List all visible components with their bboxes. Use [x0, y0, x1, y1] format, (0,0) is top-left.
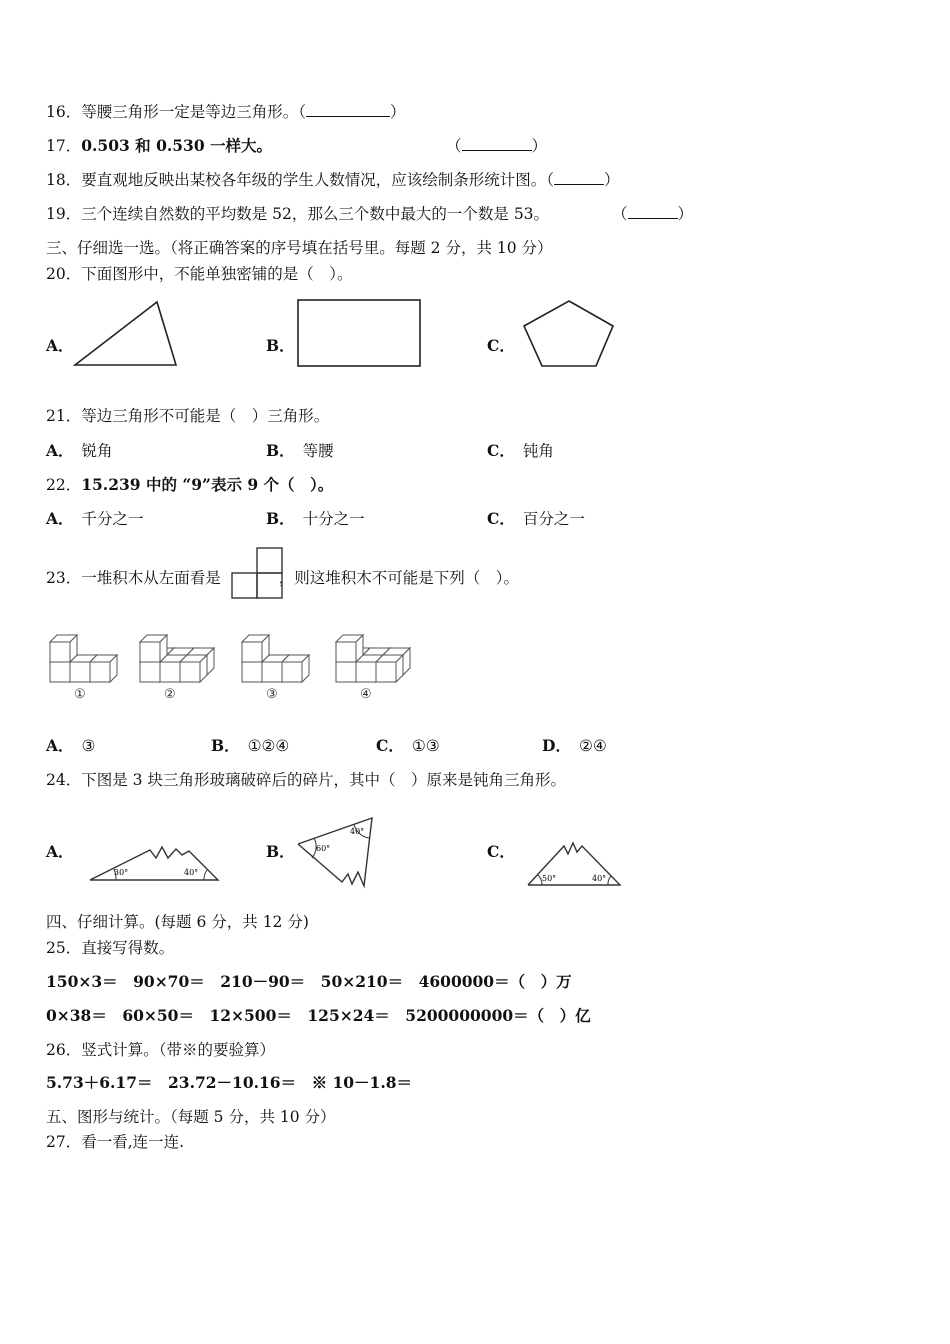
question-19-answer: （ ）	[612, 205, 694, 223]
cube	[180, 655, 207, 682]
section-4-heading: 四、仔细计算。(每题 6 分，共 12 分)	[46, 913, 309, 931]
question-22: 22．15.239 中的 “9”表示 9 个（ ）。	[46, 475, 334, 494]
cube	[242, 635, 269, 662]
answer-blank[interactable]	[306, 102, 390, 117]
rectangle-figure	[296, 298, 424, 370]
block-caption: ②	[164, 687, 176, 702]
question-19: 19．三个连续自然数的平均数是 52，那么三个数中最大的一个数是 53。	[46, 205, 550, 223]
q24-option-b[interactable]: B．	[266, 842, 295, 861]
angle-label: 40°	[350, 827, 365, 836]
answer-blank[interactable]	[628, 204, 678, 219]
angle-label: 40°	[592, 874, 607, 883]
q21-option-c[interactable]: C． 钝角	[487, 441, 554, 460]
block-caption: ①	[74, 687, 86, 702]
q24-option-c[interactable]: C．	[487, 842, 515, 861]
cube	[376, 655, 403, 682]
left-view-figure	[230, 546, 286, 600]
q22-option-c[interactable]: C． 百分之一	[487, 509, 585, 528]
fragment-c-figure	[524, 838, 624, 890]
block-options-figure	[40, 622, 420, 704]
q25-row-1: 150×3＝ 90×70＝ 210－90＝ 50×210＝ 4600000＝（ ）万	[46, 972, 572, 991]
triangle-figure	[72, 298, 182, 370]
angle-label: 50°	[542, 874, 557, 883]
q20-option-a[interactable]: A．	[46, 336, 74, 355]
q22-option-a[interactable]: A． 千分之一	[46, 509, 144, 528]
question-24: 24．下图是 3 块三角形玻璃破碎后的碎片，其中（ ）原来是钝角三角形。	[46, 771, 566, 789]
section-3-heading: 三、仔细选一选。（将正确答案的序号填在括号里。每题 2 分，共 10 分）	[46, 239, 553, 257]
angle-label: 60°	[316, 844, 331, 853]
angle-label: 30°	[114, 868, 129, 877]
q21-option-a[interactable]: A． 锐角	[46, 441, 113, 460]
q20-option-c[interactable]: C．	[487, 336, 515, 355]
question-25: 25．直接写得数。	[46, 939, 175, 957]
fragment-a-figure	[86, 838, 222, 884]
q23-option-d[interactable]: D． ②④	[542, 736, 607, 755]
angle-label: 40°	[184, 868, 199, 877]
cube	[336, 635, 363, 662]
question-17-answer: （ ）	[446, 137, 548, 155]
q25-row-2: 0×38＝ 60×50＝ 12×500＝ 125×24＝ 5200000000＝（ ）亿	[46, 1006, 591, 1025]
question-23: 23．一堆积木从左面看是 ，则这堆积木不可能是下列（ ）。	[46, 569, 520, 587]
cube	[282, 655, 309, 682]
question-18: 18．要直观地反映出某校各年级的学生人数情况，应该绘制条形统计图。（ ）	[46, 171, 620, 189]
block-caption: ④	[360, 687, 372, 702]
q24-option-a[interactable]: A．	[46, 842, 74, 861]
question-16: 16．等腰三角形一定是等边三角形。（ ）	[46, 103, 406, 121]
q26-row: 5.73＋6.17＝ 23.72－10.16＝ ※ 10－1.8＝	[46, 1073, 413, 1092]
pentagon-figure	[520, 298, 618, 370]
cube	[140, 635, 167, 662]
question-20: 20．下面图形中，不能单独密铺的是（ ）。	[46, 265, 353, 283]
block-caption: ③	[266, 687, 278, 702]
q21-option-b[interactable]: B． 等腰	[266, 441, 334, 460]
q20-option-b[interactable]: B．	[266, 336, 295, 355]
answer-blank[interactable]	[462, 136, 532, 151]
q23-option-b[interactable]: B． ①②④	[211, 736, 290, 755]
q22-option-b[interactable]: B． 十分之一	[266, 509, 365, 528]
q23-option-a[interactable]: A． ③	[46, 736, 96, 755]
answer-blank[interactable]	[554, 170, 604, 185]
cube	[90, 655, 117, 682]
question-27: 27．看一看,连一连.	[46, 1133, 185, 1151]
question-17: 17．0.503 和 0.530 一样大。	[46, 136, 272, 155]
q23-option-c[interactable]: C． ①③	[376, 736, 440, 755]
fragment-b-figure	[292, 814, 376, 890]
question-26: 26．竖式计算。（带※的要验算）	[46, 1041, 275, 1059]
cube	[50, 635, 77, 662]
question-21: 21．等边三角形不可能是（ ）三角形。	[46, 407, 330, 425]
section-5-heading: 五、图形与统计。（每题 5 分，共 10 分）	[46, 1108, 336, 1126]
